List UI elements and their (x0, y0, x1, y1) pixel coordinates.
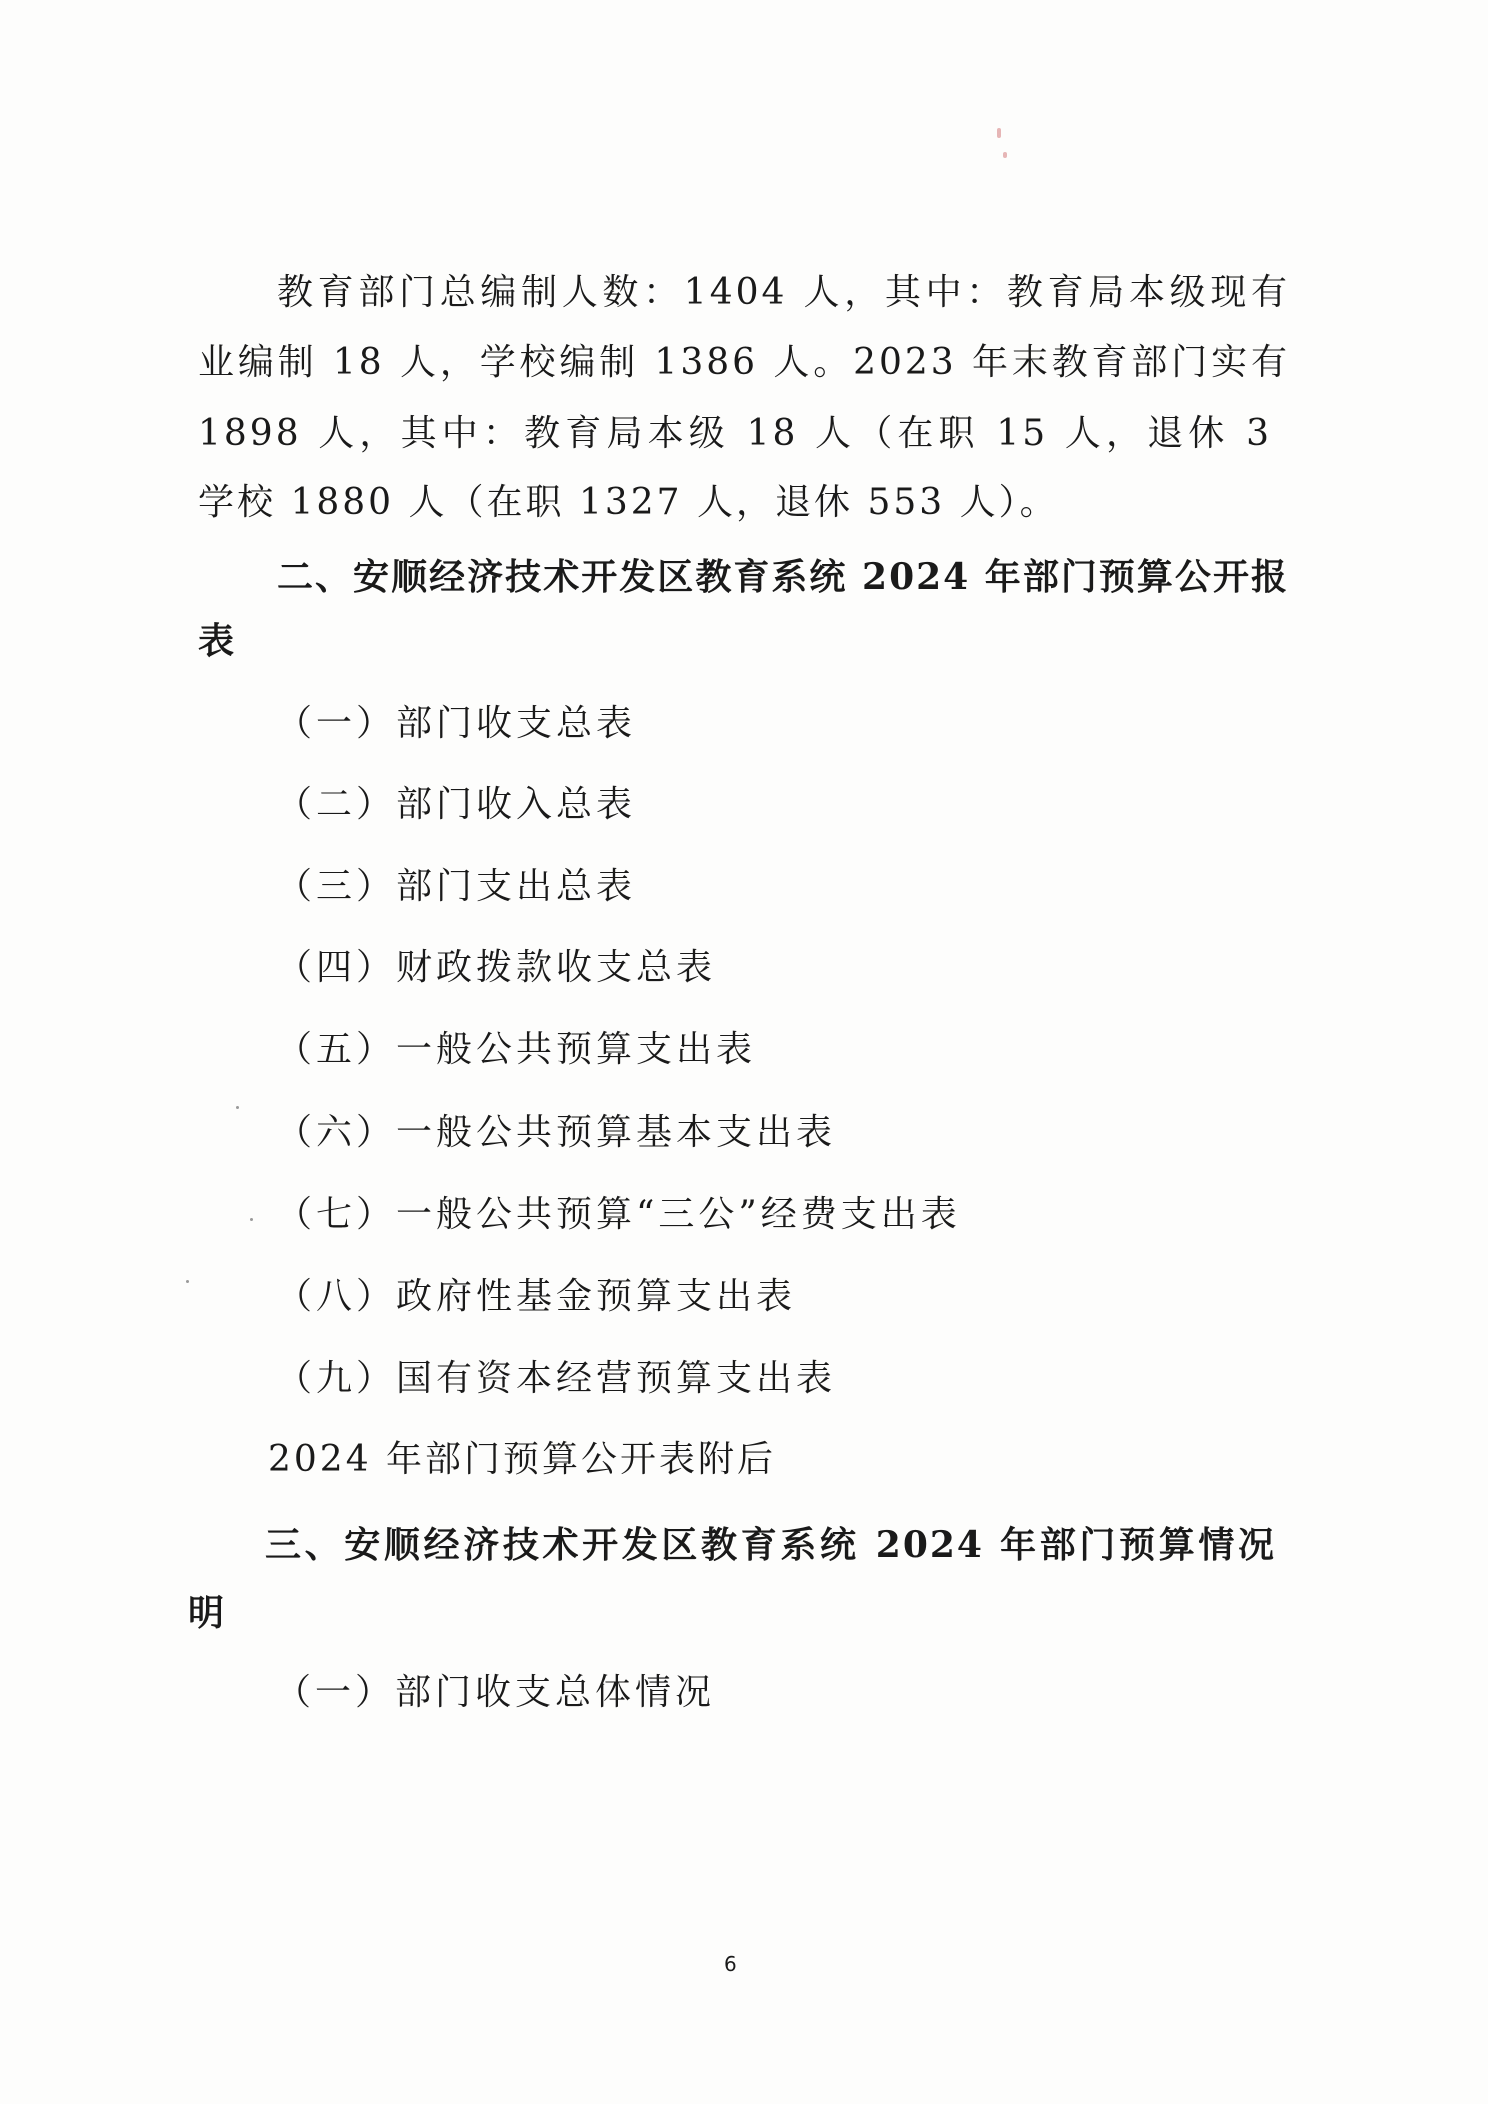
attachment-note: 2024 年部门预算公开表附后 (268, 1439, 777, 1480)
list-item: （四）财政拨款收支总表 (276, 947, 717, 988)
scan-speck (250, 1218, 253, 1221)
paragraph-line: 学校 1880 人（在职 1327 人，退休 553 人）。 (198, 482, 1059, 523)
stamp-trace (1003, 152, 1007, 158)
paragraph-line: 1898 人，其中：教育局本级 18 人（在职 15 人，退休 3 (198, 413, 1272, 454)
scan-speck (236, 1106, 239, 1109)
list-item: （六）一般公共预算基本支出表 (276, 1112, 837, 1153)
list-item: （九）国有资本经营预算支出表 (276, 1358, 837, 1399)
page-number: 6 (724, 1952, 737, 1976)
paragraph-line: 业编制 18 人，学校编制 1386 人。2023 年末教育部门实有 (198, 342, 1290, 383)
section-heading-continued: 表 (198, 620, 237, 662)
section-heading: 二、安顺经济技术开发区教育系统 2024 年部门预算公开报 (277, 556, 1289, 598)
list-item: （一）部门收支总表 (276, 703, 637, 744)
list-item: （二）部门收入总表 (276, 784, 637, 825)
list-item: （七）一般公共预算“三公”经费支出表 (276, 1194, 961, 1235)
section-heading-continued: 明 (188, 1592, 227, 1634)
paragraph-line: 教育部门总编制人数：1404 人，其中：教育局本级现有 (277, 272, 1290, 313)
section-heading: 三、安顺经济技术开发区教育系统 2024 年部门预算情况 (265, 1524, 1276, 1566)
list-item: （三）部门支出总表 (276, 866, 637, 907)
list-item: （五）一般公共预算支出表 (276, 1029, 757, 1070)
stamp-trace (997, 128, 1001, 138)
subsection-heading: （一）部门收支总体情况 (275, 1672, 716, 1713)
list-item: （八）政府性基金预算支出表 (276, 1276, 797, 1317)
scan-speck (186, 1280, 189, 1283)
